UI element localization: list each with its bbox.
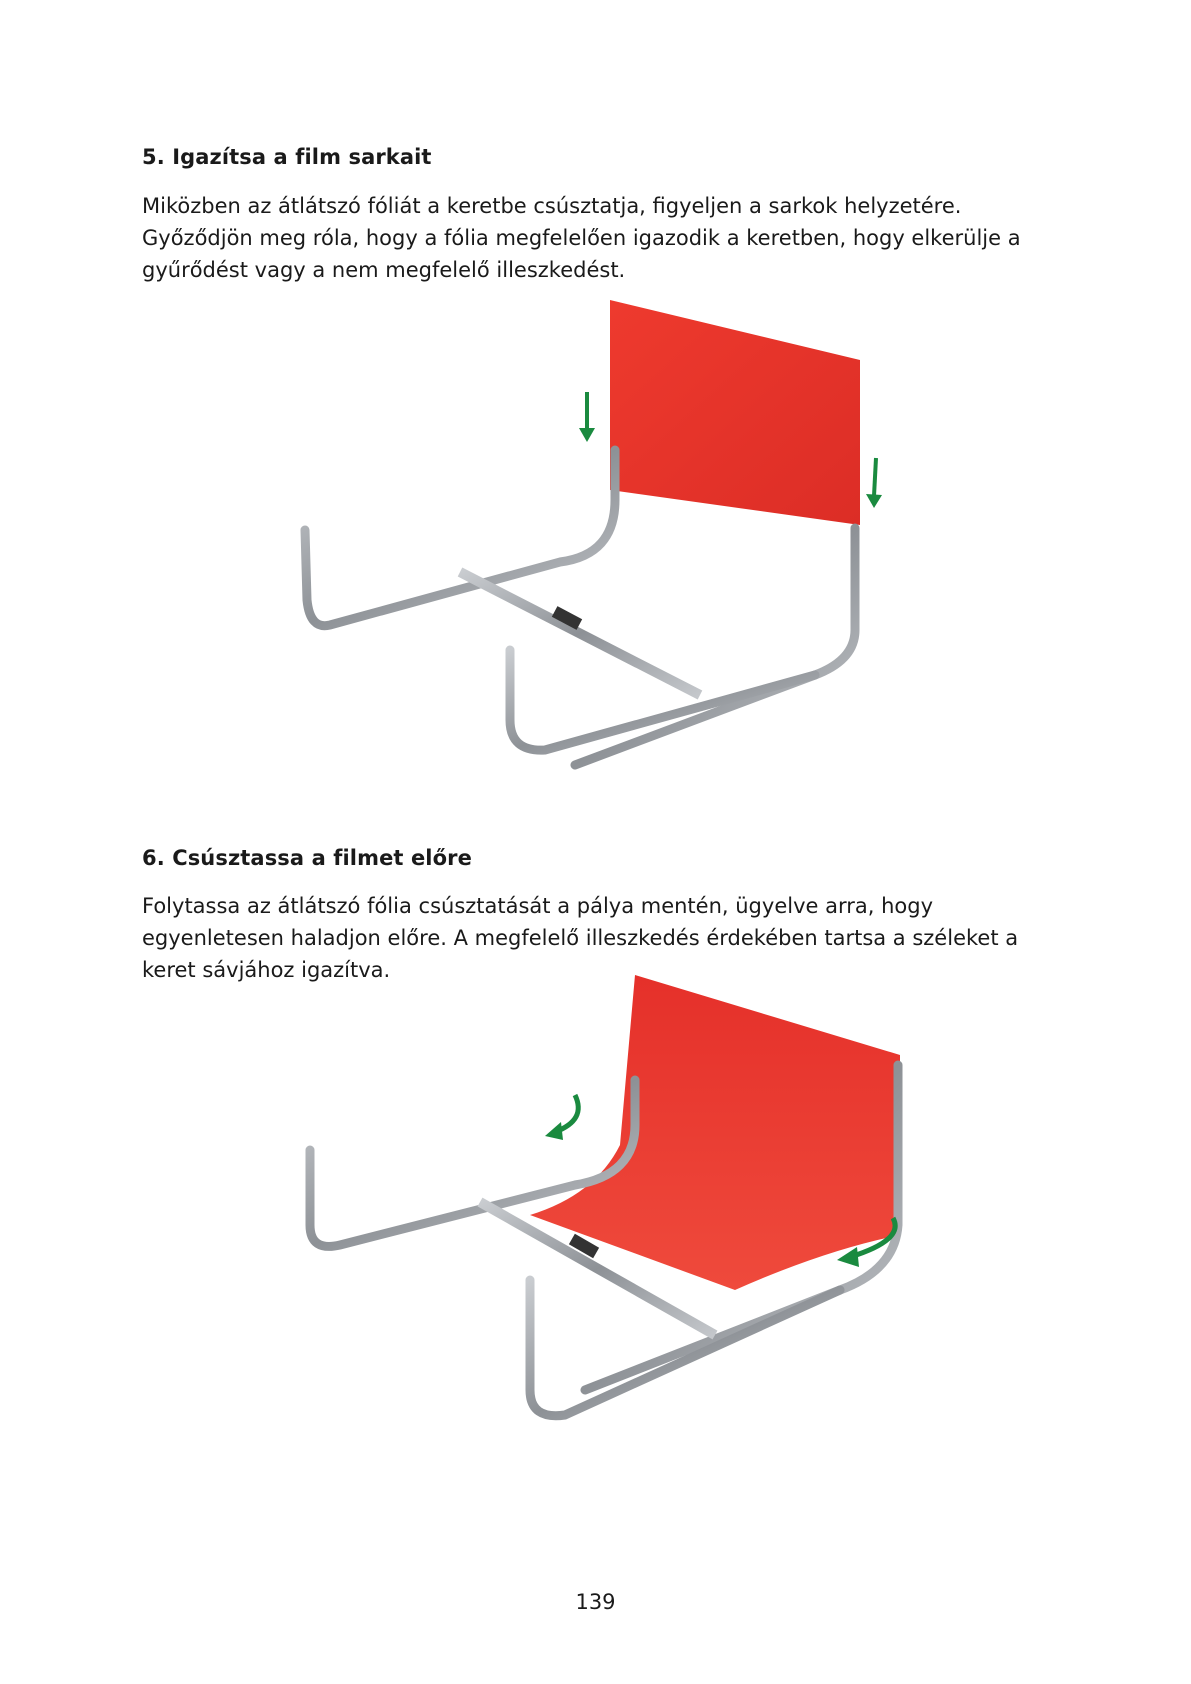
section-5-heading: 5. Igazítsa a film sarkait — [142, 145, 432, 169]
frame-back-left-post — [305, 450, 615, 626]
page-number: 139 — [575, 1590, 616, 1614]
section-5-text: Miközben az átlátszó fóliát a keretbe csúsztatja, figyeljen a sarkok helyzetére. Győződjön meg róla, hogy a fólia megfelelően igazodik a keretben, hogy elkerülje a gyűrődést vagy a nem megfelelő illeszkedést. — [142, 194, 1021, 282]
figure-slide-film-forward — [265, 970, 945, 1455]
section-6-text: Folytassa az átlátszó fólia csúsztatását a pálya mentén, ügyelve arra, hogy egyenletesen haladjon előre. A megfelelő illeszkedés érdekében tartsa a széleket a keret sávjához igazítva. — [142, 894, 1019, 982]
curved-arrow-icon — [545, 1095, 578, 1140]
film-panel — [610, 300, 860, 525]
arrow-down-icon — [579, 392, 595, 442]
section-6-heading: 6. Csúsztassa a filmet előre — [142, 846, 472, 870]
arrow-down-icon — [866, 458, 882, 508]
figure-align-film-corners — [270, 300, 915, 820]
frame-cross-bar — [460, 572, 700, 695]
